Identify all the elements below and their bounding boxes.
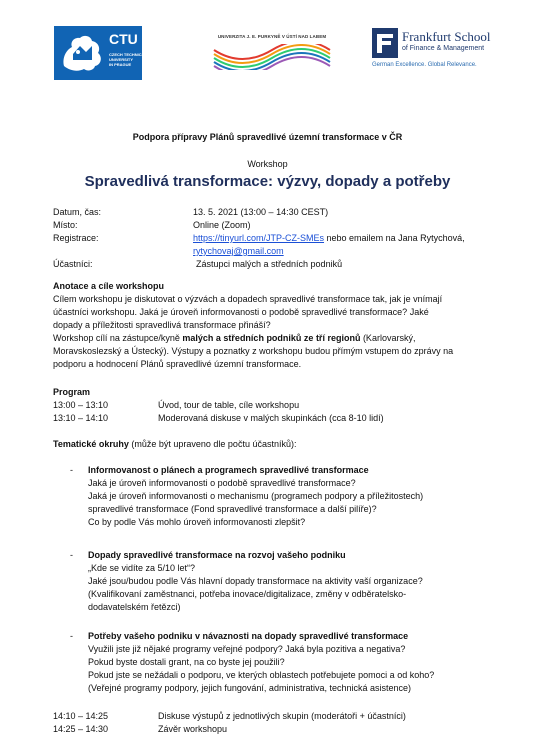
annotation-heading: Anotace a cíle workshopu (53, 281, 165, 291)
program-desc: Úvod, tour de table, cíle workshopu (158, 400, 300, 410)
registration-email-link[interactable]: rytychovaj@gmail.com (193, 246, 284, 256)
place-label: Místo: (53, 220, 78, 230)
topic-line: dodavatelském řetězci) (88, 602, 181, 612)
annotation-text: (Karlovarský, (360, 333, 416, 343)
topic-line: (Kvalifikovaní zaměstnanci, potřeba inovace/digitalizace, změny v odběratelsko- (88, 589, 407, 599)
topic-title: Dopady spravedlivé transformace na rozvoj vašeho podniku (88, 550, 346, 560)
registration-label: Registrace: (53, 233, 99, 243)
topic-line: Jaká je úroveň informovanosti o mechanismu (programech podpory a příležitostech) (88, 491, 424, 501)
fs-subtitle: of Finance & Management (402, 45, 485, 52)
ujep-wave-icon (212, 44, 332, 70)
program-time: 13:10 – 14:10 (53, 413, 109, 423)
date-label: Datum, čas: (53, 207, 102, 217)
place-value: Online (Zoom) (193, 220, 251, 230)
topic-line: Pokud byste dostali grant, na co byste jej použili? (88, 657, 285, 667)
topic-line: spravedlivé transformace (Fond spravedlivé transformace a další pilíře)? (88, 504, 377, 514)
participants-label: Účastníci: (53, 259, 93, 269)
fs-name: Frankfurt School (402, 29, 491, 44)
program-desc: Moderovaná diskuse v malých skupinkách (cca 8-10 lidí) (158, 413, 384, 423)
annotation-line (53, 332, 415, 344)
ujep-logo (206, 34, 338, 82)
ujep-name: UNIVERZITA J. E. PURKYNĚ V ÚSTÍ NAD LABEM (217, 34, 327, 39)
topic-line: Co by podle Vás mohlo úroveň informovanosti zlepšit? (88, 517, 306, 527)
lion-emblem-icon (58, 32, 106, 74)
topics-heading-line (53, 438, 296, 450)
topic-line: Pokud jste se nežádali o podporu, ve kterých oblastech potřebujete pomoci a od koho? (88, 670, 435, 680)
ctu-logo (54, 26, 147, 80)
topic-line: Jaké jsou/budou podle Vás hlavní dopady transformace na aktivity vaší organizace? (88, 576, 423, 586)
annotation-emphasis: malých a středních podniků ze tří regionů (182, 333, 361, 343)
frankfurt-school-logo (370, 28, 500, 70)
participants-value: Zástupci malých a středních podniků (196, 259, 343, 269)
annotation-line: účastníci workshopu. Jaká je úroveň informovanosti o podobě spravedlivé transformace? Jaké (53, 307, 429, 317)
page-title: Spravedlivá transformace: výzvy, dopady a potřeby (84, 173, 451, 190)
ctu-subtitle: CZECH TECHNICAL UNIVERSITY IN PRAGUE (109, 52, 147, 67)
project-title: Podpora přípravy Plánů spravedlivé územní transformace v ČR (132, 132, 403, 142)
annotation-line: dopady a příležitosti spravedlivá transformace přináší? (53, 320, 271, 330)
program-desc: Diskuse výstupů z jednotlivých skupin (moderátoři + účastníci) (158, 711, 406, 721)
program-time: 14:10 – 14:25 (53, 711, 109, 721)
annotation-text: Workshop cílí na zástupce/kyně (53, 333, 183, 343)
registration-text: nebo emailem na Jana Rytychová, (324, 233, 465, 243)
fs-emblem-icon (372, 28, 398, 58)
program-heading: Program (53, 387, 91, 397)
annotation-line: Moravskoslezský a Ústecký). Výstupy a poznatky z workshopu budou přímým vstupem do zprávy na (53, 346, 454, 356)
topic-line: „Kde se vidíte za 5/10 let“? (88, 563, 196, 573)
bullet-dash: - (70, 465, 73, 475)
program-time: 13:00 – 13:10 (53, 400, 109, 410)
registration-link[interactable]: https://tinyurl.com/JTP-CZ-SMEs (193, 233, 325, 243)
annotation-line: podporu a hodnocení Plánů spravedlivé územní transformace. (53, 359, 302, 369)
topic-line: (Veřejné programy podpory, jejich fungování, administrativa, technická asistence) (88, 683, 411, 693)
topic-title: Informovanost o plánech a programech spravedlivé transformace (88, 465, 369, 475)
topics-heading: Tematické okruhy (53, 439, 129, 449)
ctu-name: CTU (109, 31, 138, 47)
topic-line: Využili jste již nějaké programy veřejné podpory? Jaká byla pozitiva a negativa? (88, 644, 406, 654)
annotation-line: Cílem workshopu je diskutovat o výzvách a dopadech spravedlivé transformace tak, jak je vnímají (53, 294, 443, 304)
date-value: 13. 5. 2021 (13:00 – 14:30 CEST) (193, 207, 329, 217)
event-kind: Workshop (247, 159, 288, 169)
topic-line: Jaká je úroveň informovanosti o podobě spravedlivé transformace? (88, 478, 356, 488)
fs-tagline: German Excellence. Global Relevance. (372, 62, 477, 68)
topic-title: Potřeby vašeho podniku v návaznosti na dopady spravedlivé transformace (88, 631, 409, 641)
program-desc: Závěr workshopu (158, 724, 228, 734)
program-time: 14:25 – 14:30 (53, 724, 109, 734)
bullet-dash: - (70, 631, 73, 641)
topics-heading-note: (může být upraveno dle počtu účastníků): (128, 439, 297, 449)
registration-line (193, 232, 465, 244)
bullet-dash: - (70, 550, 73, 560)
